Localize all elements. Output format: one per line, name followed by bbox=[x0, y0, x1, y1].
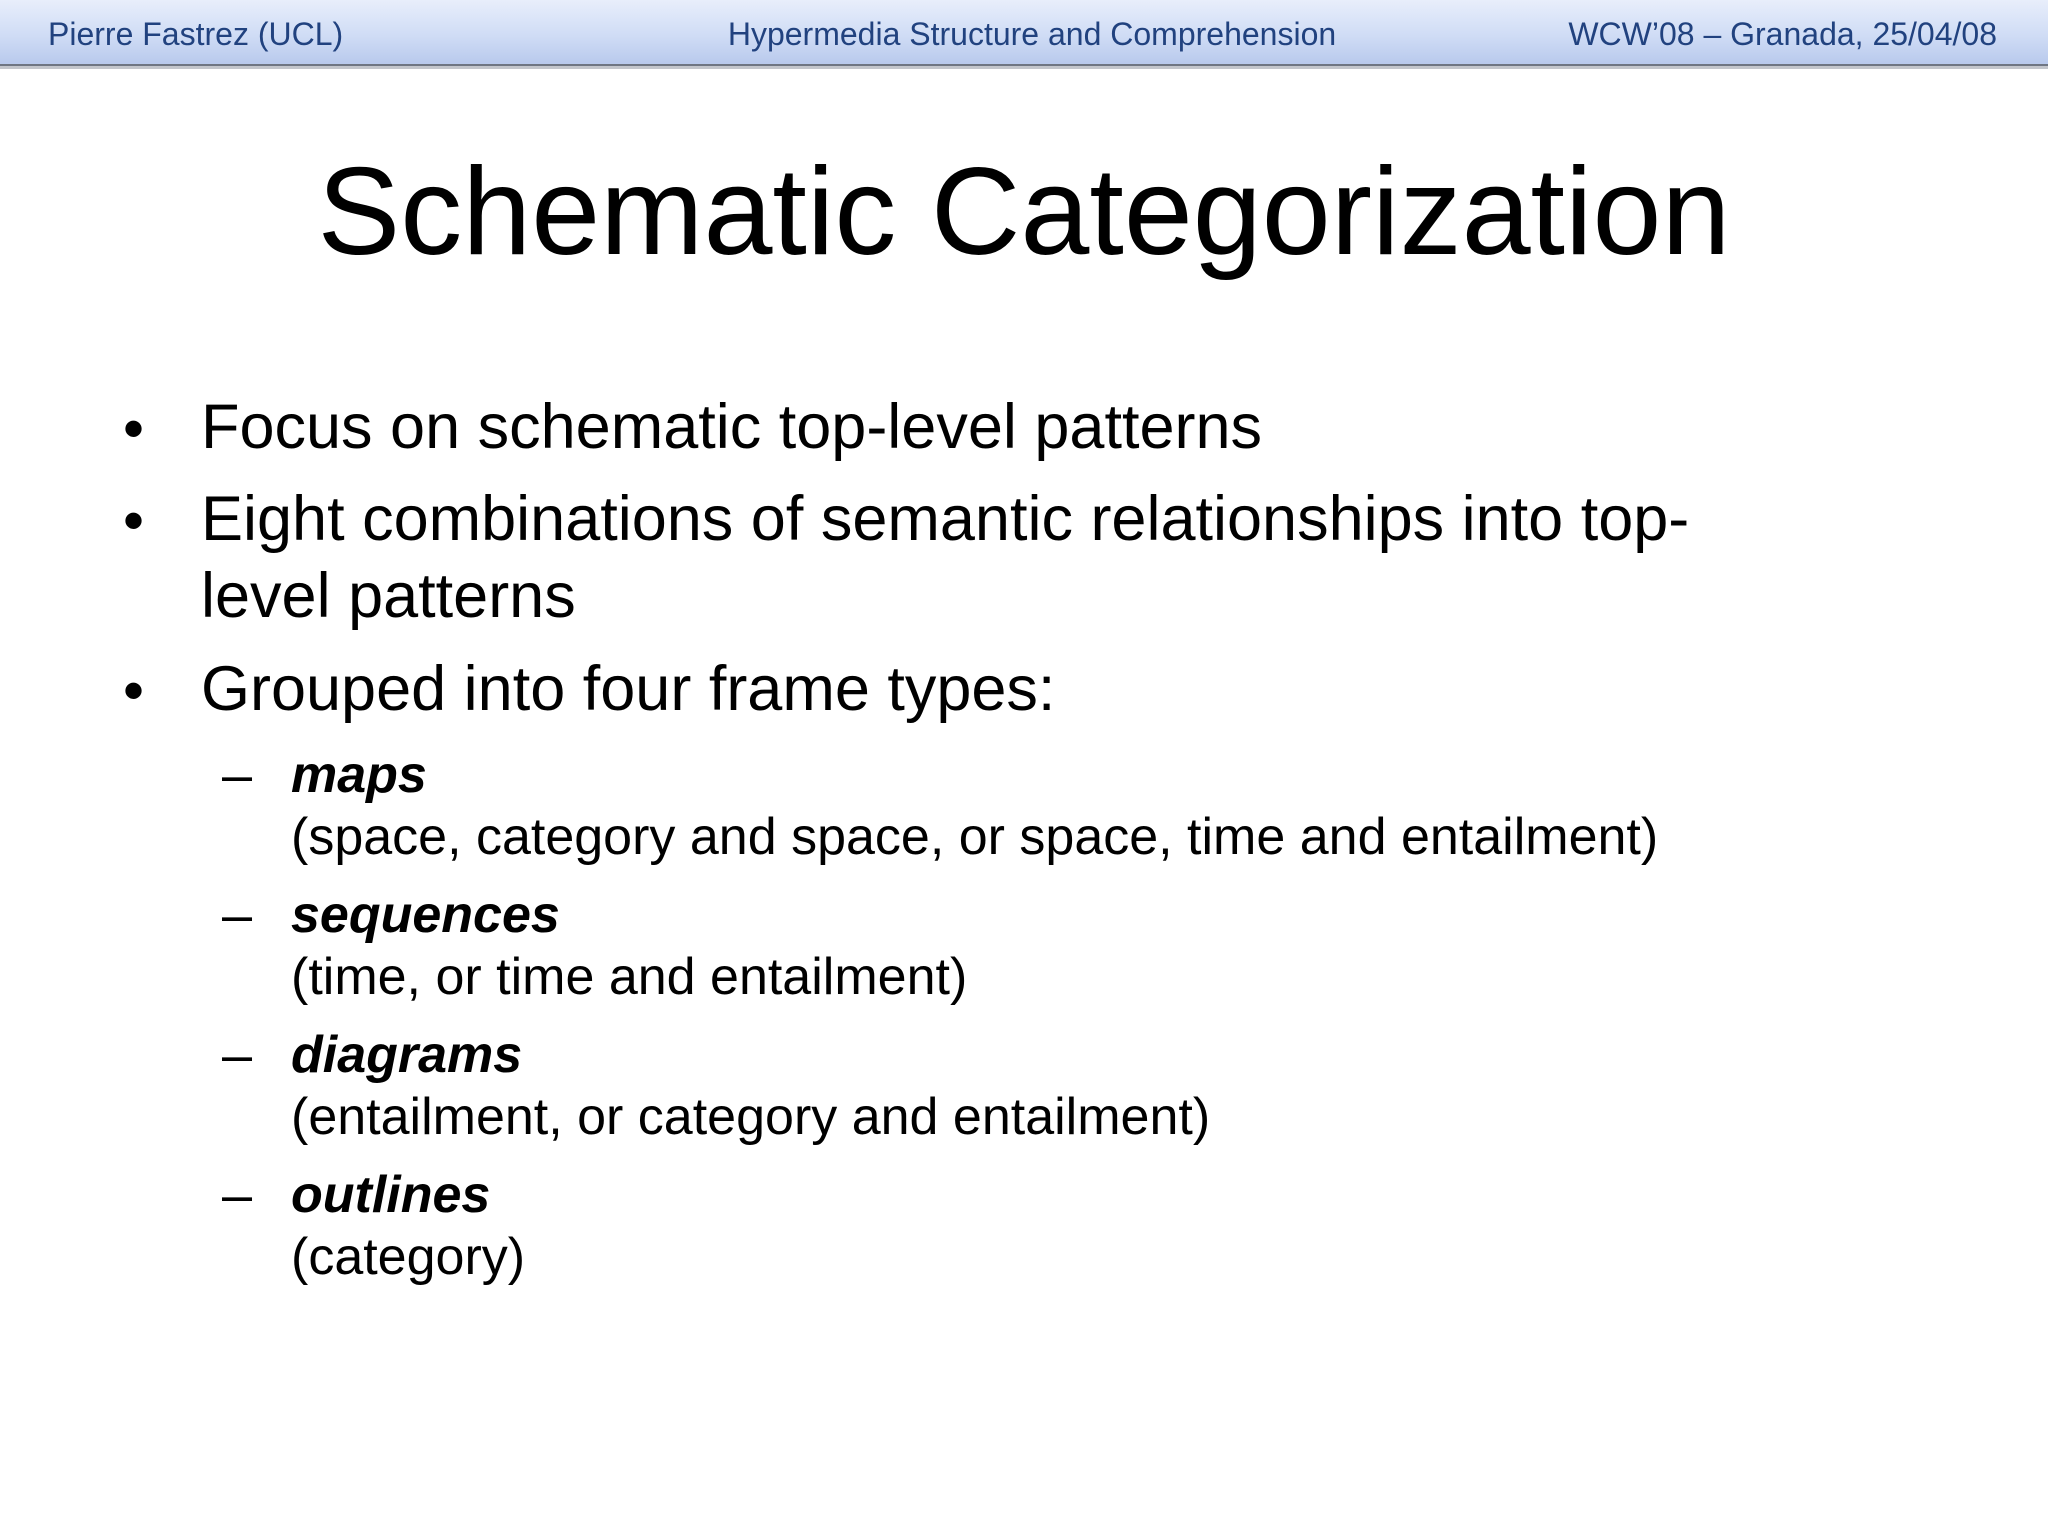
slide-title: Schematic Categorization bbox=[317, 143, 1731, 281]
bullet-text: Grouped into four frame types: bbox=[201, 654, 1056, 724]
header-event: WCW’08 – Granada, 25/04/08 bbox=[1568, 16, 1997, 52]
sub-bullet-dash: – bbox=[222, 1025, 253, 1085]
header-author: Pierre Fastrez (UCL) bbox=[48, 16, 344, 52]
frame-type-description: (category) bbox=[291, 1228, 526, 1286]
frame-type-description: (entailment, or category and entailment) bbox=[291, 1088, 1211, 1146]
frame-type-term: diagrams bbox=[291, 1026, 523, 1084]
sub-bullet-dash: – bbox=[222, 885, 253, 945]
slide-header bbox=[0, 0, 2048, 66]
bullet-marker: • bbox=[123, 487, 145, 554]
bullet-text: Eight combinations of semantic relationships into top- bbox=[201, 484, 1690, 554]
header-divider-shadow bbox=[0, 66, 2048, 69]
bullet-marker: • bbox=[123, 657, 145, 724]
frame-type-description: (space, category and space, or space, time and entailment) bbox=[291, 808, 1659, 866]
bullet-text: Focus on schematic top-level patterns bbox=[201, 392, 1263, 462]
frame-type-term: maps bbox=[291, 746, 427, 804]
frame-type-description: (time, or time and entailment) bbox=[291, 948, 968, 1006]
sub-bullet-dash: – bbox=[222, 745, 253, 805]
frame-type-term: outlines bbox=[291, 1166, 491, 1224]
bullet-text-continuation: level patterns bbox=[201, 561, 576, 631]
header-talk-title: Hypermedia Structure and Comprehension bbox=[727, 16, 1337, 52]
bullet-marker: • bbox=[123, 395, 145, 462]
frame-type-term: sequences bbox=[291, 886, 560, 944]
sub-bullet-dash: – bbox=[222, 1165, 253, 1225]
